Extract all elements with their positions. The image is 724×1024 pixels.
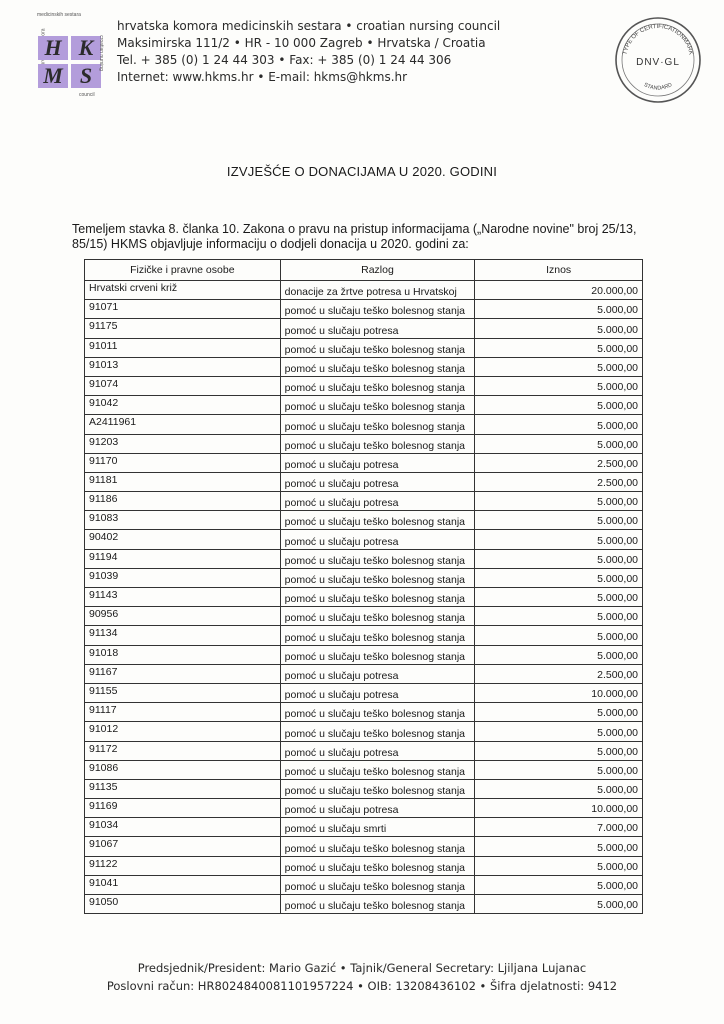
cell-recipient: 91194 (85, 549, 281, 568)
cell-amount: 5.000,00 (475, 396, 643, 415)
cell-amount: 7.000,00 (475, 818, 643, 837)
cell-amount: 5.000,00 (475, 511, 643, 530)
header-amount: Iznos (475, 260, 643, 281)
cell-amount: 5.000,00 (475, 434, 643, 453)
cell-recipient: 91074 (85, 376, 281, 395)
cell-reason: pomoć u slučaju teško bolesnog stanja (280, 779, 475, 798)
letterhead-text (117, 18, 500, 86)
cell-recipient: 91181 (85, 472, 281, 491)
table-row (85, 376, 643, 395)
table-row (85, 607, 643, 626)
cell-amount: 5.000,00 (475, 319, 643, 338)
cell-recipient: 91042 (85, 396, 281, 415)
cell-recipient: 91135 (85, 779, 281, 798)
table-row (85, 472, 643, 491)
cell-recipient: 91039 (85, 568, 281, 587)
cell-amount: 5.000,00 (475, 779, 643, 798)
cell-recipient: 91012 (85, 722, 281, 741)
cell-reason: pomoć u slučaju teško bolesnog stanja (280, 722, 475, 741)
cell-recipient: 91086 (85, 760, 281, 779)
cell-reason: pomoć u slučaju teško bolesnog stanja (280, 300, 475, 319)
cell-reason: pomoć u slučaju teško bolesnog stanja (280, 434, 475, 453)
table-row (85, 434, 643, 453)
cell-reason: pomoć u slučaju teško bolesnog stanja (280, 607, 475, 626)
cell-recipient: 91050 (85, 895, 281, 914)
header-reason: Razlog (280, 260, 475, 281)
cell-amount: 5.000,00 (475, 300, 643, 319)
cell-reason: pomoć u slučaju teško bolesnog stanja (280, 568, 475, 587)
cell-amount: 5.000,00 (475, 837, 643, 856)
cell-reason: pomoć u slučaju potresa (280, 472, 475, 491)
cell-amount: 5.000,00 (475, 492, 643, 511)
table-row (85, 799, 643, 818)
cell-reason: donacije za žrtve potresa u Hrvatskoj (280, 281, 475, 300)
table-row (85, 703, 643, 722)
cell-reason: pomoć u slučaju teško bolesnog stanja (280, 511, 475, 530)
logo-letter-s: S (71, 64, 101, 88)
cell-reason: pomoć u slučaju smrti (280, 818, 475, 837)
cell-recipient: 91203 (85, 434, 281, 453)
table-row (85, 722, 643, 741)
logo-letter-k: K (71, 36, 101, 60)
logo-letter-m: M (38, 64, 68, 88)
table-row (85, 779, 643, 798)
table-header-row (85, 260, 643, 281)
cell-recipient: 91172 (85, 741, 281, 760)
cell-amount: 5.000,00 (475, 703, 643, 722)
cell-reason: pomoć u slučaju potresa (280, 319, 475, 338)
table-row (85, 760, 643, 779)
logo-small-bottom: council (79, 92, 95, 98)
table-row (85, 875, 643, 894)
cell-reason: pomoć u slučaju potresa (280, 799, 475, 818)
cell-recipient: 91122 (85, 856, 281, 875)
table-row (85, 683, 643, 702)
report-title: IZVJEŠĆE O DONACIJAMA U 2020. GODINI (226, 164, 498, 179)
cell-amount: 5.000,00 (475, 875, 643, 894)
seal-top-text: TYPE OF CERTIFICATIONMARK (622, 23, 694, 56)
cell-reason: pomoć u slučaju teško bolesnog stanja (280, 396, 475, 415)
table-row (85, 492, 643, 511)
cell-recipient: 91170 (85, 453, 281, 472)
table-row (85, 319, 643, 338)
cell-recipient: 91167 (85, 664, 281, 683)
table-row (85, 357, 643, 376)
table-row (85, 664, 643, 683)
cell-amount: 5.000,00 (475, 856, 643, 875)
table-row (85, 415, 643, 434)
table-row (85, 856, 643, 875)
table-row (85, 396, 643, 415)
cell-amount: 5.000,00 (475, 645, 643, 664)
table-row (85, 530, 643, 549)
cell-reason: pomoć u slučaju teško bolesnog stanja (280, 837, 475, 856)
logo-letter-h: H (38, 36, 68, 60)
table-row (85, 300, 643, 319)
cell-reason: pomoć u slučaju teško bolesnog stanja (280, 760, 475, 779)
cell-recipient: 91034 (85, 818, 281, 837)
cell-amount: 5.000,00 (475, 607, 643, 626)
address-line: Maksimirska 111/2 • HR - 10 000 Zagreb • Hrvatska / Croatia (117, 36, 486, 50)
cell-amount: 5.000,00 (475, 530, 643, 549)
cell-recipient: 91186 (85, 492, 281, 511)
cell-amount: 5.000,00 (475, 895, 643, 914)
table-row (85, 895, 643, 914)
cell-amount: 10.000,00 (475, 683, 643, 702)
cell-amount: 10.000,00 (475, 799, 643, 818)
cell-recipient: 90956 (85, 607, 281, 626)
cell-amount: 5.000,00 (475, 626, 643, 645)
table-row (85, 818, 643, 837)
footer (0, 959, 724, 995)
cell-recipient: 91155 (85, 683, 281, 702)
table-row (85, 568, 643, 587)
cell-reason: pomoć u slučaju teško bolesnog stanja (280, 645, 475, 664)
cell-recipient: 90402 (85, 530, 281, 549)
certification-seal (612, 14, 704, 106)
cell-amount: 5.000,00 (475, 588, 643, 607)
table-row (85, 453, 643, 472)
cell-reason: pomoć u slučaju potresa (280, 741, 475, 760)
cell-reason: pomoć u slučaju potresa (280, 683, 475, 702)
cell-amount: 5.000,00 (475, 760, 643, 779)
phone-line: Tel. + 385 (0) 1 24 44 303 • Fax: + 385 (0) 1 24 44 306 (117, 53, 452, 67)
table-row (85, 511, 643, 530)
cell-reason: pomoć u slučaju teško bolesnog stanja (280, 626, 475, 645)
seal-center-text: DNV·GL (636, 57, 680, 68)
hkms-logo (33, 14, 109, 104)
seal-bottom-text: STANDARD (642, 82, 674, 92)
cell-amount: 5.000,00 (475, 549, 643, 568)
cell-reason: pomoć u slučaju teško bolesnog stanja (280, 376, 475, 395)
cell-recipient: 91011 (85, 338, 281, 357)
cell-reason: pomoć u slučaju teško bolesnog stanja (280, 895, 475, 914)
org-name-line: hrvatska komora medicinskih sestara • croatian nursing council (117, 19, 501, 33)
cell-recipient: 91175 (85, 319, 281, 338)
cell-amount: 5.000,00 (475, 338, 643, 357)
footer-officers: Predsjednik/President: Mario Gazić • Tajnik/General Secretary: Ljiljana Lujanac (137, 961, 587, 975)
cell-recipient: Hrvatski crveni križ (85, 281, 281, 300)
header-recipient: Fizičke i pravne osobe (85, 260, 281, 281)
cell-amount: 5.000,00 (475, 722, 643, 741)
cell-reason: pomoć u slučaju potresa (280, 530, 475, 549)
cell-reason: pomoć u slučaju teško bolesnog stanja (280, 703, 475, 722)
cell-amount: 20.000,00 (475, 281, 643, 300)
footer-registration: Poslovni račun: HR8024840081101957224 • OIB: 13208436102 • Šifra djelatnosti: 9412 (106, 979, 618, 993)
web-line: Internet: www.hkms.hr • E-mail: hkms@hkms.hr (117, 70, 408, 84)
cell-reason: pomoć u slučaju teško bolesnog stanja (280, 875, 475, 894)
table-row (85, 837, 643, 856)
cell-reason: pomoć u slučaju teško bolesnog stanja (280, 357, 475, 376)
cell-recipient: A2411961 (85, 415, 281, 434)
table-row (85, 645, 643, 664)
logo-small-top: medicinskih sestara (37, 12, 81, 18)
cell-amount: 5.000,00 (475, 376, 643, 395)
donations-table (84, 259, 643, 914)
cell-reason: pomoć u slučaju teško bolesnog stanja (280, 588, 475, 607)
cell-amount: 5.000,00 (475, 741, 643, 760)
table-row (85, 281, 643, 300)
cell-recipient: 91083 (85, 511, 281, 530)
cell-reason: pomoć u slučaju teško bolesnog stanja (280, 856, 475, 875)
table-row (85, 741, 643, 760)
cell-reason: pomoć u slučaju potresa (280, 453, 475, 472)
cell-recipient: 91071 (85, 300, 281, 319)
cell-amount: 5.000,00 (475, 357, 643, 376)
intro-paragraph: Temeljem stavka 8. članka 10. Zakona o pravu na pristup informacijama („Narodne novine" broj 25/13, 85/15) HKMS objavljuje informaciju o dodjeli donacija u 2020. godini za: (72, 222, 637, 251)
cell-recipient: 91018 (85, 645, 281, 664)
cell-recipient: 91169 (85, 799, 281, 818)
cell-recipient: 91013 (85, 357, 281, 376)
table-row (85, 549, 643, 568)
cell-amount: 5.000,00 (475, 568, 643, 587)
cell-amount: 2.500,00 (475, 472, 643, 491)
cell-recipient: 91134 (85, 626, 281, 645)
cell-reason: pomoć u slučaju potresa (280, 492, 475, 511)
cell-amount: 2.500,00 (475, 453, 643, 472)
cell-reason: pomoć u slučaju teško bolesnog stanja (280, 549, 475, 568)
cell-recipient: 91067 (85, 837, 281, 856)
cell-reason: pomoć u slučaju teško bolesnog stanja (280, 415, 475, 434)
cell-reason: pomoć u slučaju potresa (280, 664, 475, 683)
cell-recipient: 91143 (85, 588, 281, 607)
table-row (85, 338, 643, 357)
cell-amount: 5.000,00 (475, 415, 643, 434)
cell-amount: 2.500,00 (475, 664, 643, 683)
logo-small-right: croatian nursing (97, 35, 104, 71)
cell-recipient: 91117 (85, 703, 281, 722)
cell-reason: pomoć u slučaju teško bolesnog stanja (280, 338, 475, 357)
table-row (85, 626, 643, 645)
cell-recipient: 91041 (85, 875, 281, 894)
table-row (85, 588, 643, 607)
